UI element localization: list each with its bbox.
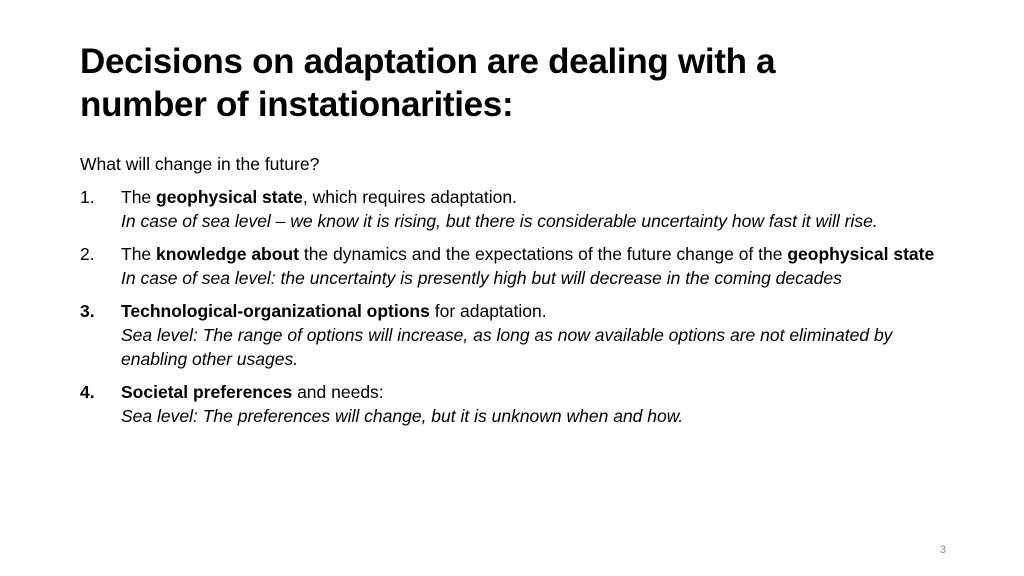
slide-body <box>80 152 960 437</box>
list-item-societal-preferences <box>80 380 960 428</box>
item-keyword-2: geophysical state <box>787 244 935 264</box>
title-line-1: Decisions on adaptation are dealing with a <box>80 42 776 81</box>
item-number: 3. <box>80 301 95 321</box>
item-keyword: Technological-organizational options <box>121 301 430 321</box>
item-note: In case of sea level: the uncertainty is presently high but will decrease in the coming decades <box>121 268 842 288</box>
item-text-pre: The <box>121 187 157 207</box>
list-item-knowledge-about <box>80 242 960 290</box>
item-number: 4. <box>80 382 95 402</box>
item-note: Sea level: The preferences will change, but it is unknown when and how. <box>121 406 684 426</box>
list-item-technological-options <box>80 299 960 371</box>
item-text-post: , which requires adaptation. <box>302 187 517 207</box>
item-number: 2. <box>80 244 95 264</box>
item-note: Sea level: The range of options will increase, as long as now available options are not eliminated by enabling other usages. <box>121 325 893 369</box>
item-number: 1. <box>80 187 95 207</box>
item-content <box>121 242 960 290</box>
item-keyword: knowledge about <box>156 244 299 264</box>
item-keyword: geophysical state <box>156 187 303 207</box>
title-line-2: number of instationarities: <box>80 85 514 124</box>
item-content <box>121 299 960 371</box>
item-keyword: Societal preferences <box>121 382 293 402</box>
item-text-post: and needs: <box>292 382 384 402</box>
item-note: In case of sea level – we know it is rising, but there is considerable uncertainty how fast it will rise. <box>121 211 878 231</box>
item-content <box>121 185 960 233</box>
slide-title <box>80 40 960 126</box>
intro-question: What will change in the future? <box>80 154 320 174</box>
item-content <box>121 380 960 428</box>
page-number: 3 <box>939 544 946 556</box>
item-text-pre: The <box>121 244 157 264</box>
list-item-geophysical-state <box>80 185 960 233</box>
change-list <box>80 185 960 428</box>
item-text-post: for adaptation. <box>429 301 547 321</box>
item-text-post: the dynamics and the expectations of the future change of the <box>298 244 788 264</box>
